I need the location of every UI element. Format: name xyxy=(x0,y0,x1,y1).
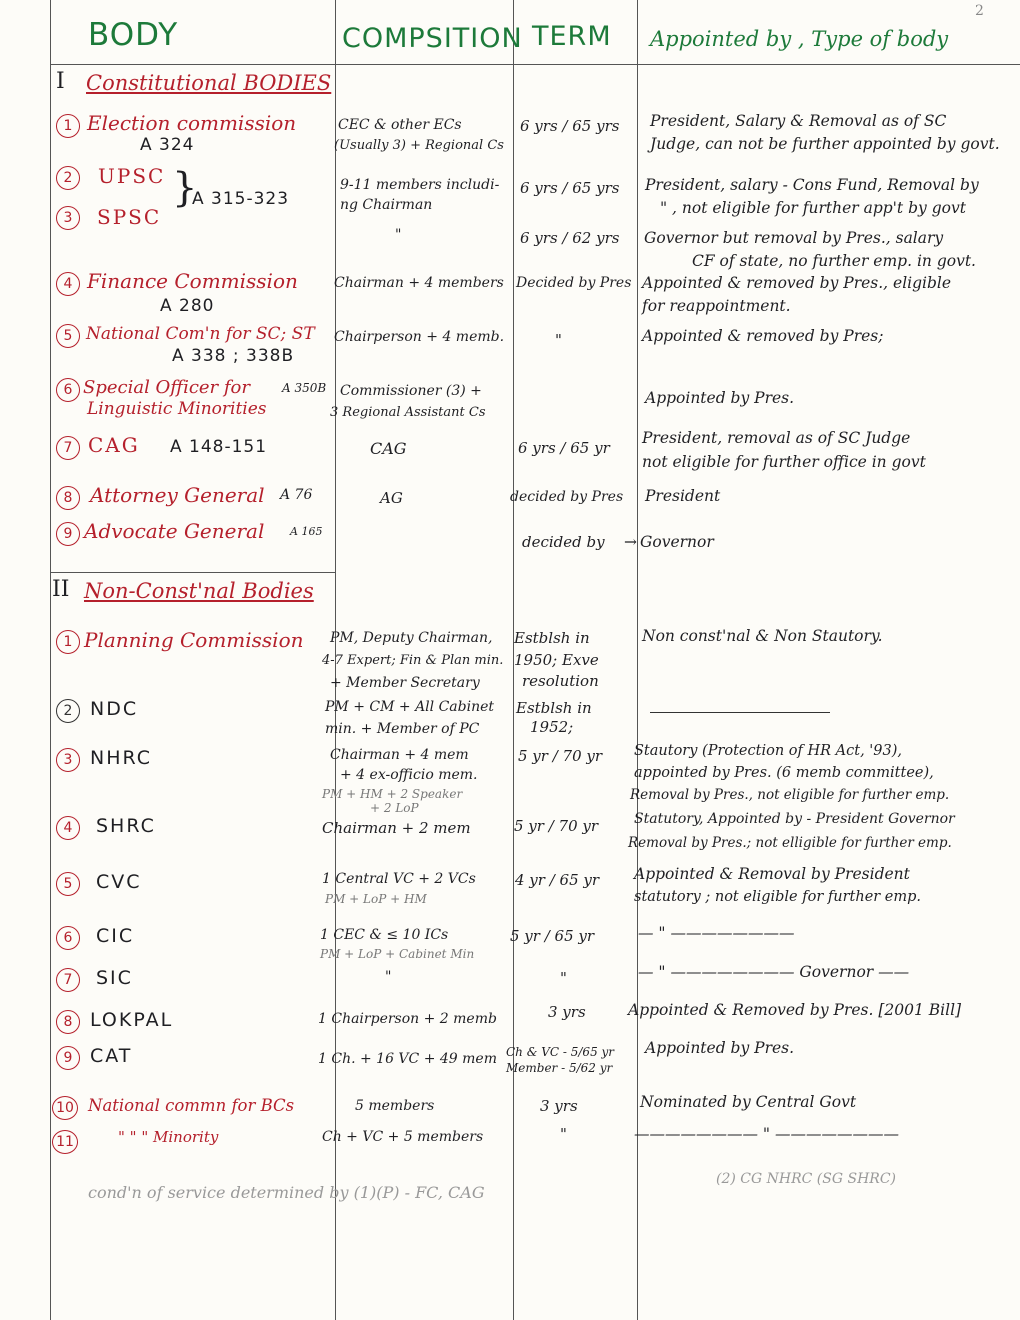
body-name: LOKPAL xyxy=(90,1009,174,1031)
composition-text: CEC & other ECs xyxy=(338,117,462,133)
term-text: 6 yrs / 65 yrs xyxy=(520,179,620,197)
row-number: 1 xyxy=(56,630,80,654)
appointment-text: " , not eligible for further app't by govt xyxy=(660,199,966,217)
term-text: Decided by Pres xyxy=(516,275,632,291)
header-term: TERM xyxy=(532,21,612,52)
appointment-text: Appointed & removed by Pres., eligible xyxy=(642,274,952,292)
article-ref: A 148-151 xyxy=(170,437,268,457)
body-name: National commn for BCs xyxy=(88,1096,295,1115)
composition-text: Ch + VC + 5 members xyxy=(322,1129,484,1145)
body-name: Election commission xyxy=(87,111,297,135)
row-number: 1 xyxy=(56,114,80,138)
composition-text: " xyxy=(395,227,402,243)
brace: } xyxy=(172,165,198,211)
composition-text: ng Chairman xyxy=(340,197,433,213)
appointment-text: Governor but removal by Pres., salary xyxy=(644,229,944,247)
term-text: " xyxy=(560,1125,567,1143)
body-name: UPSC xyxy=(98,164,166,188)
body-name: " " " Minority xyxy=(118,1128,219,1146)
appointment-text: President, removal as of SC Judge xyxy=(642,429,911,447)
article-ref: A 350B xyxy=(282,381,327,395)
composition-text: Chairman + 2 mem xyxy=(322,819,471,837)
appointment-text: statutory ; not eligible for further emp. xyxy=(634,889,922,905)
term-text: 1952; xyxy=(530,718,574,736)
article-ref: A 280 xyxy=(160,296,215,316)
row-number: 7 xyxy=(56,968,80,992)
term-text: 4 yr / 65 yr xyxy=(515,871,600,889)
section-2-rule xyxy=(50,572,335,573)
appointment-text: not eligible for further office in govt xyxy=(642,453,926,471)
term-text: Estblsh in xyxy=(514,629,590,647)
body-name: Advocate General xyxy=(84,519,265,543)
margin-line xyxy=(50,0,51,1320)
term-text: resolution xyxy=(522,672,599,690)
composition-text: 1 Chairperson + 2 memb xyxy=(318,1011,497,1027)
appointment-text: ———————— " ———————— xyxy=(634,1125,899,1143)
row-number: 5 xyxy=(56,324,80,348)
header-composition: COMPSITION xyxy=(342,23,523,54)
section-2-title: Non-Const'nal Bodies xyxy=(84,579,314,603)
composition-note: + 2 LoP xyxy=(370,801,419,815)
body-name: National Com'n for SC; ST xyxy=(86,324,315,344)
composition-note: PM + HM + 2 Speaker xyxy=(322,787,463,801)
composition-text: " xyxy=(385,969,392,985)
body-name: CVC xyxy=(96,871,142,893)
row-number: 9 xyxy=(56,1046,80,1070)
composition-text: 1 Central VC + 2 VCs xyxy=(322,871,476,887)
article-ref: A 324 xyxy=(140,135,195,155)
footer-note: cond'n of service determined by (1)(P) - FC, CAG xyxy=(88,1183,485,1202)
composition-text: Chairperson + 4 memb. xyxy=(334,329,505,345)
article-ref: A 76 xyxy=(280,487,313,503)
header-body: BODY xyxy=(88,17,179,53)
term-text: 3 yrs xyxy=(540,1097,578,1115)
body-name: CIC xyxy=(96,925,135,947)
appointment-text: appointed by Pres. (6 memb committee), xyxy=(634,765,934,781)
article-ref: A 338 ; 338B xyxy=(172,346,295,366)
composition-note: PM + LoP + HM xyxy=(325,892,427,906)
column-divider-term xyxy=(637,0,638,1320)
header-appointed: Appointed by , Type of body xyxy=(650,27,949,51)
composition-text: (Usually 3) + Regional Cs xyxy=(334,138,504,153)
term-text: 5 yr / 65 yr xyxy=(510,927,595,945)
appointment-text: Nominated by Central Govt xyxy=(640,1093,857,1111)
term-text: " xyxy=(555,331,562,349)
composition-text: 5 members xyxy=(355,1098,435,1114)
page-number: 2 xyxy=(975,3,984,19)
appointment-text: Appointed & Removal by President xyxy=(634,865,910,883)
body-name: Finance Commission xyxy=(87,269,298,293)
body-name: SIC xyxy=(96,967,133,989)
composition-text: min. + Member of PC xyxy=(325,721,480,737)
term-text: 3 yrs xyxy=(548,1003,586,1021)
appointment-text: Statutory, Appointed by - President Governor xyxy=(634,811,955,827)
body-name: SHRC xyxy=(96,815,156,837)
body-name: SPSC xyxy=(97,205,162,229)
row-number: 10 xyxy=(52,1096,78,1120)
term-text: Ch & VC - 5/65 yr xyxy=(506,1045,615,1059)
composition-text: PM + CM + All Cabinet xyxy=(325,699,495,715)
article-ref: A 165 xyxy=(290,525,323,538)
row-number: 6 xyxy=(56,926,80,950)
row-number: 5 xyxy=(56,872,80,896)
composition-text: 1 CEC & ≤ 10 ICs xyxy=(320,927,449,943)
appointment-text: CF of state, no further emp. in govt. xyxy=(692,252,976,270)
body-name: Special Officer for xyxy=(83,377,250,398)
row-number: 6 xyxy=(56,378,80,402)
term-text: " xyxy=(560,969,567,987)
composition-text: 4-7 Expert; Fin & Plan min. xyxy=(322,653,504,668)
composition-text: Chairman + 4 mem xyxy=(330,747,469,763)
composition-text: + Member Secretary xyxy=(330,675,480,691)
body-name-line2: Linguistic Minorities xyxy=(87,399,267,419)
term-text: 6 yrs / 65 yrs xyxy=(520,117,620,135)
row-number: 9 xyxy=(56,522,80,546)
header-underline xyxy=(50,64,1020,65)
arrow-icon: → xyxy=(624,533,637,551)
appointment-text: Removal by Pres.; not elligible for further emp. xyxy=(628,835,952,851)
term-text: 6 yrs / 62 yrs xyxy=(520,229,620,247)
appointment-text: President xyxy=(645,487,721,505)
appointment-text: Appointed by Pres. xyxy=(645,389,795,407)
term-text: decided by xyxy=(522,533,605,551)
row-number: 4 xyxy=(56,272,80,296)
appointment-text: Removal by Pres., not eligible for further emp. xyxy=(630,787,950,803)
term-text: 6 yrs / 65 yr xyxy=(518,439,610,457)
composition-text: AG xyxy=(380,489,403,507)
appointment-text: Appointed by Pres. xyxy=(645,1039,795,1057)
body-name: Attorney General xyxy=(90,483,265,507)
body-name: NHRC xyxy=(90,747,153,769)
section-2-numeral: II xyxy=(52,577,70,602)
term-text: 5 yr / 70 yr xyxy=(514,817,599,835)
term-text: 5 yr / 70 yr xyxy=(518,747,603,765)
composition-text: Chairman + 4 members xyxy=(334,275,504,291)
row-number: 8 xyxy=(56,1010,80,1034)
row-number: 8 xyxy=(56,486,80,510)
term-text: decided by Pres xyxy=(510,489,624,505)
appointment-text: — " ———————— xyxy=(638,924,795,942)
term-text: Estblsh in xyxy=(516,699,592,717)
appointment-text: Stautory (Protection of HR Act, '93), xyxy=(634,743,902,759)
composition-text: 3 Regional Assistant Cs xyxy=(330,405,486,420)
composition-text: Commissioner (3) + xyxy=(340,383,482,399)
composition-text: + 4 ex-officio mem. xyxy=(340,767,478,783)
row-number: 11 xyxy=(52,1130,78,1154)
row-number: 4 xyxy=(56,816,80,840)
composition-text: 9-11 members includi- xyxy=(340,177,500,193)
body-name: CAG xyxy=(88,433,140,457)
row-number: 3 xyxy=(56,206,80,230)
appointment-text: President, Salary & Removal as of SC xyxy=(650,112,947,130)
row-number: 2 xyxy=(56,166,80,190)
section-1-title: Constitutional BODIES xyxy=(86,71,332,95)
appointment-text: — " ———————— Governor —— xyxy=(638,963,910,981)
article-ref: A 315-323 xyxy=(192,189,290,209)
appointment-text: Appointed & Removed by Pres. [2001 Bill] xyxy=(628,1001,962,1019)
appointment-text: President, salary - Cons Fund, Removal by xyxy=(645,176,979,194)
term-text: Member - 5/62 yr xyxy=(506,1061,613,1075)
body-name: NDC xyxy=(90,698,139,720)
appointment-text: for reappointment. xyxy=(642,297,791,315)
row-number: 7 xyxy=(56,436,80,460)
footer-note-2: (2) CG NHRC (SG SHRC) xyxy=(716,1171,896,1187)
section-1-numeral: I xyxy=(56,69,65,94)
body-name: CAT xyxy=(90,1045,133,1067)
ditto-arrow xyxy=(650,712,830,713)
composition-text: PM, Deputy Chairman, xyxy=(330,630,493,646)
appointment-text: Judge, can not be further appointed by govt. xyxy=(650,135,1000,153)
composition-note: PM + LoP + Cabinet Min xyxy=(320,947,475,961)
term-text: 1950; Exve xyxy=(514,651,599,669)
composition-text: CAG xyxy=(370,439,407,458)
body-name: Planning Commission xyxy=(84,628,304,652)
appointment-text: Non const'nal & Non Stautory. xyxy=(642,627,883,645)
composition-text: 1 Ch. + 16 VC + 49 mem xyxy=(318,1051,497,1067)
row-number: 3 xyxy=(56,748,80,772)
appointment-text: Governor xyxy=(640,533,714,551)
row-number: 2 xyxy=(56,699,80,723)
appointment-text: Appointed & removed by Pres; xyxy=(642,327,884,345)
